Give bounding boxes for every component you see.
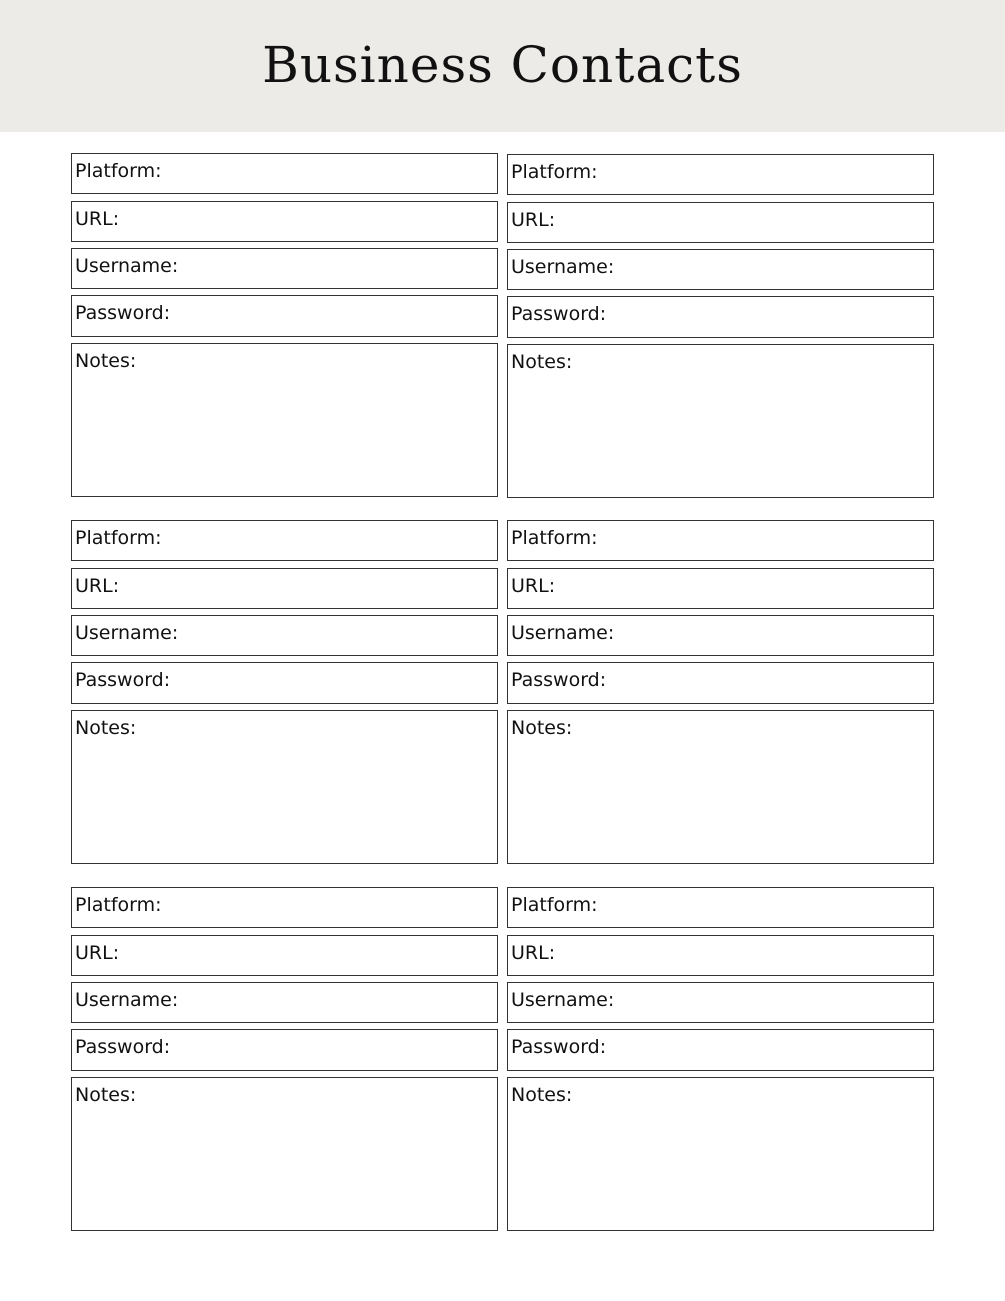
- notes-label: Notes:: [511, 351, 573, 373]
- password-field[interactable]: [507, 662, 934, 704]
- page-title: Business Contacts: [262, 36, 743, 94]
- url-field[interactable]: [71, 201, 498, 242]
- url-field[interactable]: [71, 935, 498, 976]
- username-label: Username:: [75, 255, 179, 277]
- password-label: Password:: [511, 303, 607, 325]
- notes-field[interactable]: [71, 1077, 498, 1231]
- platform-field[interactable]: [507, 887, 934, 928]
- url-field[interactable]: [507, 568, 934, 609]
- username-label: Username:: [75, 622, 179, 644]
- username-label: Username:: [511, 989, 615, 1011]
- username-field[interactable]: [507, 249, 934, 290]
- password-label: Password:: [511, 669, 607, 691]
- platform-field[interactable]: [507, 154, 934, 195]
- password-label: Password:: [75, 669, 171, 691]
- password-field[interactable]: [71, 1029, 498, 1071]
- username-field[interactable]: [71, 615, 498, 656]
- username-label: Username:: [75, 989, 179, 1011]
- url-label: URL:: [75, 575, 120, 597]
- platform-field[interactable]: [507, 520, 934, 561]
- url-label: URL:: [511, 942, 556, 964]
- password-field[interactable]: [507, 1029, 934, 1071]
- password-field[interactable]: [507, 296, 934, 338]
- notes-field[interactable]: [507, 344, 934, 498]
- notes-field[interactable]: [71, 343, 498, 497]
- username-field[interactable]: [71, 982, 498, 1023]
- password-label: Password:: [75, 1036, 171, 1058]
- password-field[interactable]: [71, 662, 498, 704]
- password-field[interactable]: [71, 295, 498, 337]
- url-label: URL:: [511, 209, 556, 231]
- url-label: URL:: [75, 208, 120, 230]
- notes-field[interactable]: [507, 710, 934, 864]
- notes-label: Notes:: [75, 1084, 137, 1106]
- notes-field[interactable]: [71, 710, 498, 864]
- url-field[interactable]: [71, 568, 498, 609]
- url-field[interactable]: [507, 202, 934, 243]
- platform-label: Platform:: [511, 161, 598, 183]
- username-label: Username:: [511, 256, 615, 278]
- platform-label: Platform:: [511, 527, 598, 549]
- notes-field[interactable]: [507, 1077, 934, 1231]
- url-field[interactable]: [507, 935, 934, 976]
- platform-label: Platform:: [511, 894, 598, 916]
- notes-label: Notes:: [511, 717, 573, 739]
- notes-label: Notes:: [75, 717, 137, 739]
- platform-label: Platform:: [75, 160, 162, 182]
- notes-label: Notes:: [511, 1084, 573, 1106]
- header-band: [0, 0, 1005, 132]
- url-label: URL:: [75, 942, 120, 964]
- platform-label: Platform:: [75, 527, 162, 549]
- platform-field[interactable]: [71, 887, 498, 928]
- username-field[interactable]: [507, 615, 934, 656]
- url-label: URL:: [511, 575, 556, 597]
- password-label: Password:: [75, 302, 171, 324]
- username-label: Username:: [511, 622, 615, 644]
- password-label: Password:: [511, 1036, 607, 1058]
- platform-label: Platform:: [75, 894, 162, 916]
- username-field[interactable]: [507, 982, 934, 1023]
- platform-field[interactable]: [71, 520, 498, 561]
- username-field[interactable]: [71, 248, 498, 289]
- platform-field[interactable]: [71, 153, 498, 194]
- notes-label: Notes:: [75, 350, 137, 372]
